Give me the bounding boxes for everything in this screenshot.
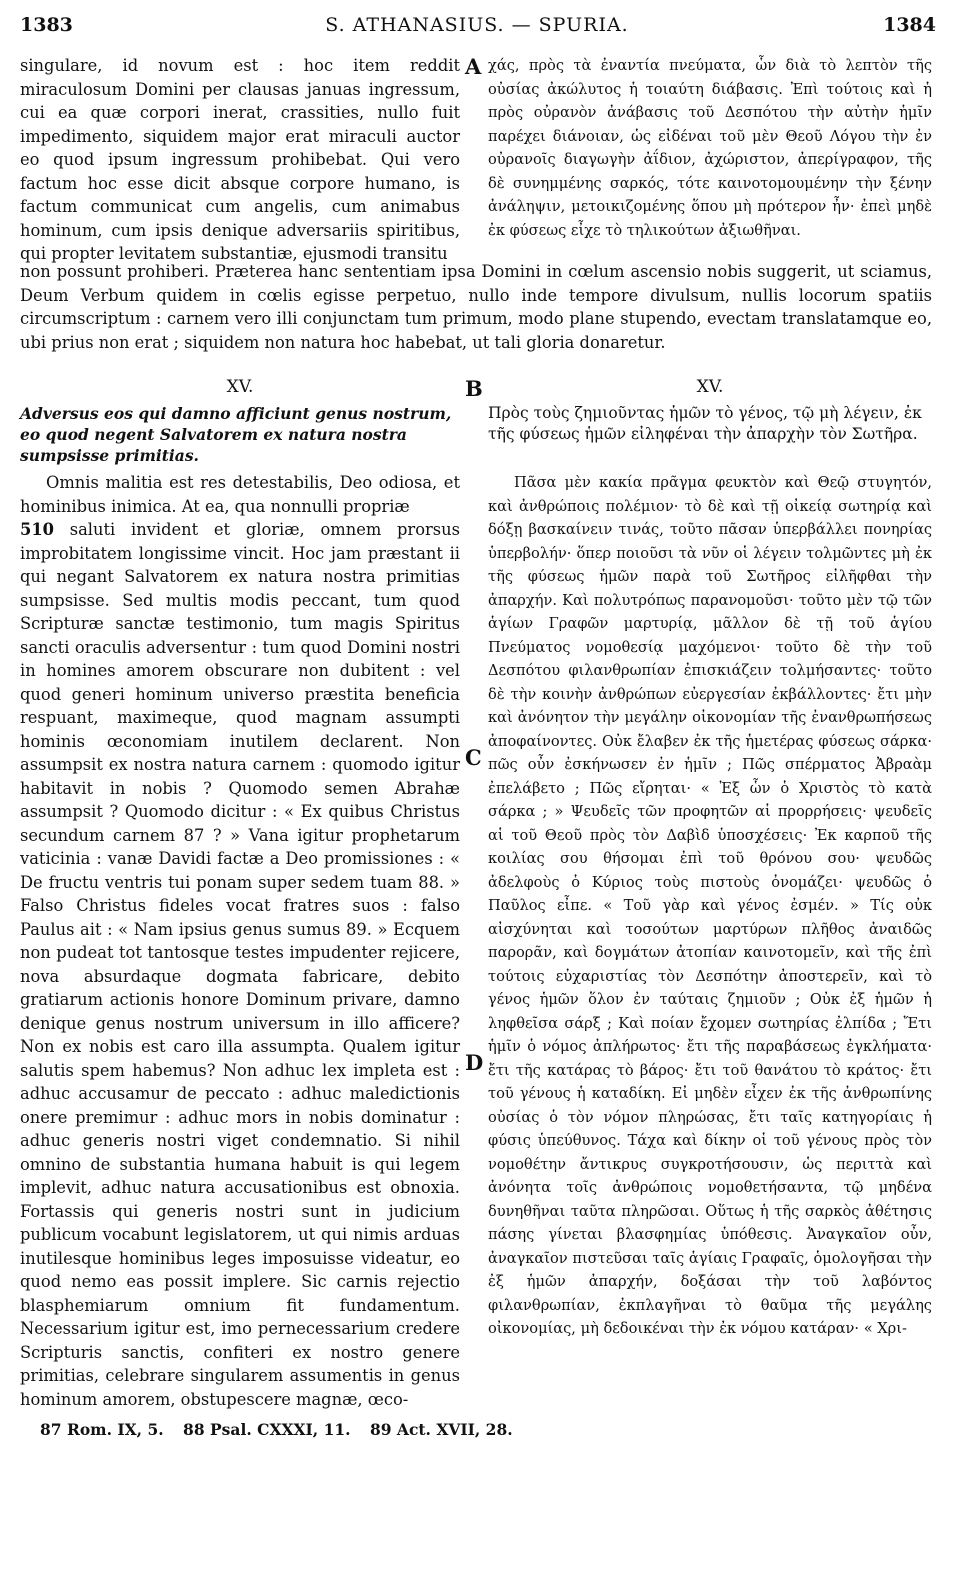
margin-marker-c: C	[465, 745, 482, 770]
page-header	[0, 14, 954, 44]
section-title-latin: Adversus eos qui damno afficiunt genus nostrum, eo quod negent Salvatorem ex natura nostra sumpsisse primitias.	[20, 404, 452, 465]
section-title-greek: Πρὸς τοὺς ζημιοῦντας ἡμῶν τὸ γένος, τῷ μὴ λέγειν, ἐκ τῆς φύσεως ἡμῶν εἰληφέναι τὴν ἀπαρχὴν τὸν Σωτῆρα.	[488, 404, 922, 443]
latin-top-column	[20, 54, 460, 266]
footnotes	[40, 1420, 527, 1439]
margin-marker-b: B	[465, 376, 483, 401]
page-number-left: 1383	[20, 14, 73, 36]
footnote-87: 87 Rom. IX, 5.	[40, 1420, 164, 1439]
greek-top-text: χάς, πρὸς τὰ ἐναντία πνεύματα, ὧν διὰ τὸ λεπτὸν τῆς οὐσίας ἀκώλυτος ἡ τοιαύτη διάβασις. Ἐπὶ τούτοις καὶ ἡ πρὸς οὐρανὸν ἀνάβασις τοῦ Δεσπότου τὴν αὐτὴν ἡμῖν παρέχει διάνοιαν, ὡς εἰδέναι τοῦ μὲν Θεοῦ Λόγου τὴν ἐν οὐρανοῖς διαγωγὴν ἀΐδιον, ἀχώριστον, ἀπερίγραφον, τῆς δὲ συνημμένης σαρκός, τότε καινοτομουμένην τὴν ξένην ἀνάληψιν, μετοικιζομένης ὅπου μὴ πρότερον ἦν· ἐπεὶ μηδὲ ἐκ φύσεως εἶχε τὸ τηλικούτων ἀξιωθῆναι.	[488, 57, 932, 239]
margin-marker-a: A	[465, 54, 482, 79]
page-number-right: 1384	[883, 14, 936, 36]
latin-top-text: singulare, id novum est : hoc item reddit miraculosum Domini per clausas januas ingressum, cui ea quæ corpori inerat, crassities, nullo fuit impedimento, siquidem major erat miraculi auctor eo quod ipsum ingressum prohibebat. Qui vero factum hoc esse dicit absque corpore humano, is factum communicat cum angelis, cum animabus hominum, cum ipsis denique adversariis spiritibus, qui propter levitatem substantiæ, ejusmodi transitu	[20, 56, 460, 263]
latin-body-text: saluti invident et gloriæ, omnem prorsus improbitatem longissime vincit. Hoc jam præstant ii qui negant Salvatorem ex natura nostra primitias sumpsisse. Sed multis modis peccant, tum quod Scripturæ sanctæ testimonio, tum magis Spiritus sancti oraculis adversentur : tum quod Domini nostri in homines amorem obscurare non dubitent : vel quod generi hominum universo præstita beneficia respuant, maximeque, quod magnam assumpti hominis œconomiam inutilem declarent. Non assumpsit ex nostra natura carnem : quomodo igitur habitavit in nobis ? Quomodo semen Abrahæ assumpsit ? Quomodo dicitur : « Ex quibus Christus secundum carnem 87 ? » Vana igitur prophetarum vaticinia : vanæ Davidi factæ a Deo promissiones : « De fructu ventris tui ponam super sedem tuam 88. » Falso Christus fideles vocat fratres suos : falso Paulus ait : « Nam ipsius genus sumus 89. » Ecquem non pudeat tot tantosque testes impudenter rejicere, nova absurdaque dogmata fabricare, debito gratiarum actionis honore Dominum privare, damno denique genus nostrum universum in illo afficere? Non ex nobis est caro illa assumpta. Qualem igitur salutis spem habemus? Non adhuc lex impleta est : adhuc accusamur de peccato : adhuc maledictionis onere premimur : adhuc mors in nobis dominatur : adhuc generis nostri viget condemnatio. Si nihil omnino de substantia humana habuit is qui legem implevit, adhuc natura accusationibus est obnoxia. Fortassis qui generis nostri sunt in judicium publicum vocabunt legislatorem, ut qui nimis arduas inutilesque hominibus leges imposuisse videatur, eo quod nemo eas possit implere. Sic carnis rejectio blasphemiarum omnium fit fundamentum. Necessarium igitur est, imo pernecessarium credere Scripturis sanctis, confiteri ex nostro genere primitias, celebrare singularem assumentis in genus hominum amorem, obstupescere magnæ, œco-	[20, 520, 460, 1409]
running-title: S. ATHANASIUS. — SPURIA.	[325, 14, 629, 36]
greek-body-text: Πᾶσα μὲν κακία πρᾶγμα φευκτὸν καὶ Θεῷ στυγητόν, καὶ ἀνθρώποις πολέμιον· τὸ δὲ καὶ τῇ οἰκείᾳ σωτηρίᾳ καὶ δόξῃ βασκαίνειν τινάς, τοῦτο πᾶσαν ὑπερβάλλει πονηρίας ὑπερβολήν· ὅπερ ποιοῦσι τὰ νῦν οἱ λέγειν τολμῶντες μὴ ἐκ τῆς φύσεως ἡμῶν παρὰ τοῦ Σωτῆρος εἰλῆφθαι τὴν ἀπαρχήν. Καὶ πολυτρόπως παρανομοῦσι· τοῦτο μὲν τῷ τῶν ἁγίων Γραφῶν μαρτυρίᾳ, μᾶλλον δὲ τῇ τοῦ ἁγίου Πνεύματος νομοθεσίᾳ μαχόμενοι· τοῦτο δὲ τὴν τοῦ Δεσπότου φιλανθρωπίαν ἐπισκιάζειν τολμήσαντες· τοῦτο δὲ τὴν κοινὴν ἀνθρώπων εὐεργεσίαν ἐκβάλλοντες· ἔτι μὴν καὶ ἀνόνητον τὴν μεγάλην οἰκονομίαν τῆς ἐνανθρωπήσεως ἀποφαίνοντες. Οὐκ ἔλαβεν ἐκ τῆς ἡμετέρας φύσεως σάρκα· πῶς οὖν ἐσκήνωσεν ἐν ἡμῖν ; Πῶς σπέρματος Ἀβραὰμ ἐπελάβετο ; Πῶς εἴρηται· « Ἐξ ὧν ὁ Χριστὸς τὸ κατὰ σάρκα ; » Ψευδεῖς τῶν προφητῶν αἱ προρρήσεις· ψευδεῖς αἱ τοῦ Θεοῦ πρὸς τὸν Δαβὶδ ὑποσχέσεις· Ἐκ καρποῦ τῆς κοιλίας σου θήσομαι ἐπὶ τοῦ θρόνου σου· ψευδῶς ἀδελφοὺς ὁ Κύριος τοὺς πιστοὺς ὀνομάζει· ψευδῶς ὁ Παῦλος εἶπε. « Τοῦ γὰρ καὶ γένος ἐσμέν. » Τίς οὐκ αἰσχύνηται καὶ τοσούτων μαρτύρων πλῆθος ἀναιδῶς παρορᾶν, καὶ δογμάτων ἀτοπίαν καινοτομεῖν, καὶ τῆς ἐπὶ τούτοις εὐχαριστίας τὸν Δεσπότην ἀποστερεῖν, καὶ τὸ γένος ἡμῶν ὅλον ἐν ταύταις ζημιοῦν ; Οὐκ ἐξ ἡμῶν ἡ ληφθεῖσα σάρξ ; Καὶ ποίαν ἔχομεν σωτηρίας ἐλπίδα ; Ἔτι ἡμῖν ὁ νόμος ἀπλήρωτος· ἔτι τῆς παραβάσεως ἐγκλήματα· ἔτι τῆς κατάρας τὸ βάρος· ἔτι τοῦ θανάτου τὸ κράτος· ἔτι τοῦ γένους ἡ καταδίκη. Εἰ μηδὲν εἶχεν ἐκ τῆς ἀνθρωπίνης οὐσίας ὁ τὸν νόμον πληρώσας, ἔτι ταῖς κατηγορίαις ἡ φύσις ὑπεύθυνος. Τάχα καὶ δίκην οἱ τοῦ γένους πρὸς τὸν νομοθέτην ἄντικρυς συγκροτήσουσιν, ὡς περιττὰ καὶ ἀνόνητα τοῖς ἀνθρώποις νομοθετήσαντα, τῷ μηδένα δυνηθῆναι ταῦτα πληρῶσαι. Οὕτως ἡ τῆς σαρκὸς ἀθέτησις πάσης γίνεται βλασφημίας ὑπόθεσις. Ἀναγκαῖον οὖν, ἀναγκαῖον πιστεῦσαι ταῖς ἁγίαις Γραφαῖς, ὁμολογῆσαι τὴν ἐξ ἡμῶν ἀπαρχήν, δοξάσαι τὴν τοῦ λαβόντος φιλανθρωπίαν, ἐκπλαγῆναι τὸ θαῦμα τῆς μεγάλης οἰκονομίας, μὴ δεδοικέναι τὴν ἐκ νόμου κατάραν· « Χρι-	[488, 474, 932, 1337]
latin-body-opening: Omnis malitia est res detestabilis, Deo odiosa, et hominibus inimica. At ea, qua nonnulli propriæ	[20, 473, 460, 516]
footnote-89: 89 Act. XVII, 28.	[369, 1420, 513, 1439]
section-number-greek: XV.	[696, 377, 724, 397]
section-number-latin: XV.	[226, 377, 254, 397]
footnote-88: 88 Psal. CXXXI, 11.	[183, 1420, 351, 1439]
margin-marker-d: D	[465, 1050, 484, 1075]
greek-top-column	[488, 54, 932, 242]
greek-body-column	[488, 471, 932, 1341]
latin-full-width-paragraph: non possunt prohiberi. Præterea hanc sententiam ipsa Domini in cœlum ascensio nobis suggerit, ut sciamus, Deum Verbum quidem in cœlis egisse perpetuo, nullo inde tempore divulsum, nullis locorum spatiis circumscriptum : carnem vero illi conjunctam tum primum, modo plane stupendo, evectam translatamque eo, ubi prius non erat ; siquidem non natura hoc habebat, ut tali gloria donaretur.	[20, 262, 932, 352]
migne-column-number: 510	[20, 520, 54, 539]
latin-body-column	[20, 471, 460, 1411]
